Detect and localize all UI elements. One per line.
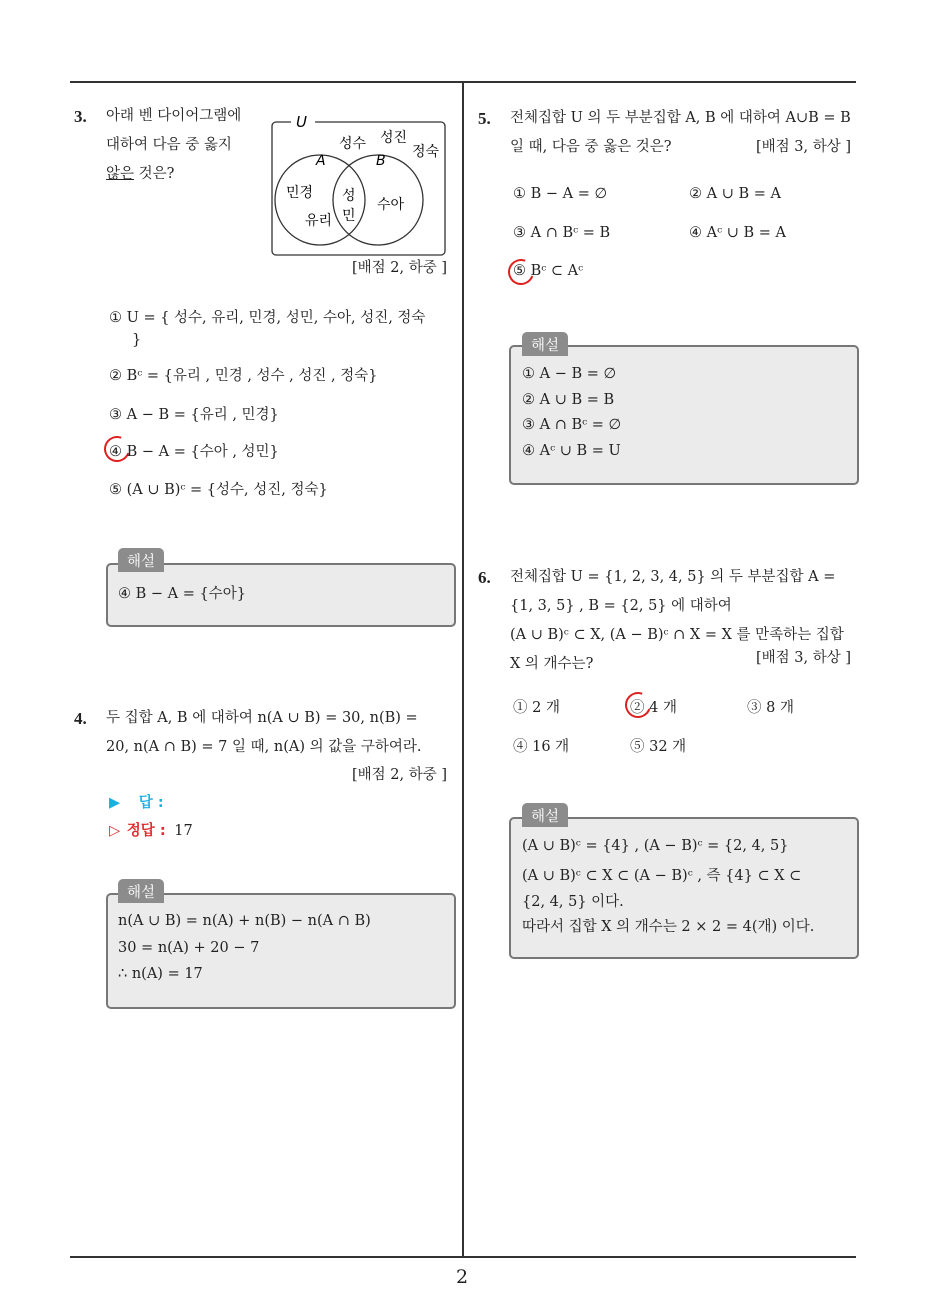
q3-score: [배점 2, 하중 ]	[352, 260, 448, 276]
q5-score: [배점 3, 하상 ]	[756, 139, 852, 155]
q3-line1: 아래 벤 다이어그램에	[106, 108, 242, 124]
q4-number: 4.	[74, 709, 87, 728]
correct-arrow-icon: ▷	[109, 823, 121, 839]
q6-choice-5[interactable]: ⑤ 32 개	[630, 739, 687, 755]
answer-arrow-icon: ▶	[109, 795, 121, 811]
q4-line2: 20, n(A ∩ B) = 7 일 때, n(A) 의 값을 구하여라.	[106, 739, 422, 755]
q6-line1: 전체집합 U = {1, 2, 3, 4, 5} 의 두 부분집합 A =	[510, 569, 836, 585]
venn-b-only: 수아	[377, 197, 405, 213]
q4-solution-line-1: n(A ∪ B) = n(A) + n(B) − n(A ∩ B)	[118, 913, 371, 929]
q5-solution-line-1: ① A − B = ∅	[522, 366, 617, 382]
venn-a-only-2: 유리	[305, 213, 333, 229]
q3-solution-tab: 해설	[118, 548, 164, 572]
q5-choice-5[interactable]: ⑤ Bᶜ ⊂ Aᶜ	[513, 263, 584, 279]
q3-choice-5[interactable]: ⑤ (A ∪ B)ᶜ = {성수, 성진, 정숙}	[109, 482, 328, 498]
q5-solution-line-3: ③ A ∩ Bᶜ = ∅	[522, 417, 622, 433]
q6-line4: X 의 개수는?	[510, 656, 594, 672]
q4-correct-value: 17	[174, 823, 193, 839]
q3-solution-line: ④ B − A = {수아}	[118, 586, 246, 602]
q6-choice-2[interactable]: ② 4 개	[630, 700, 677, 716]
venn-outside-3: 정숙	[412, 144, 440, 160]
venn-set-b-label: B	[376, 153, 386, 169]
venn-outside-1: 성수	[339, 136, 367, 152]
q3-choice-2[interactable]: ② Bᶜ = {유리 , 민경 , 성수 , 성진 , 정숙}	[109, 368, 378, 384]
q3-text	[106, 102, 241, 189]
q5-solution-tab: 해설	[522, 332, 568, 356]
q5-solution-line-2: ② A ∪ B = B	[522, 392, 615, 408]
q6-solution-line-4: 따라서 집합 X 의 개수는 2 × 2 = 4(개) 이다.	[522, 919, 815, 935]
q6-score: [배점 3, 하상 ]	[756, 650, 852, 666]
q6-solution-line-2: (A ∪ B)ᶜ ⊂ X ⊂ (A − B)ᶜ , 즉 {4} ⊂ X ⊂	[522, 868, 802, 884]
q6-line3: (A ∪ B)ᶜ ⊂ X, (A − B)ᶜ ∩ X = X 를 만족하는 집합	[510, 627, 844, 643]
q6-choice-3[interactable]: ③ 8 개	[747, 700, 794, 716]
column-divider	[462, 82, 464, 1257]
venn-both-2: 민	[342, 208, 356, 224]
q6-line2: {1, 3, 5} , B = {2, 5} 에 대하여	[510, 598, 732, 614]
q4-solution-line-3: ∴ n(A) = 17	[118, 966, 203, 982]
q3-underlined-word: 않은	[106, 166, 135, 182]
q4-correct-row	[109, 819, 193, 840]
bottom-rule	[70, 1256, 856, 1258]
q3-choice-4[interactable]: ④ B − A = {수아 , 성민}	[109, 444, 279, 460]
venn-universe-label: U	[296, 113, 307, 131]
q4-line1: 두 집합 A, B 에 대하여 n(A ∪ B) = 30, n(B) =	[106, 710, 418, 726]
q3-line3	[106, 160, 241, 189]
venn-both-1: 성	[342, 188, 356, 204]
q3-choice-3[interactable]: ③ A − B = {유리 , 민경}	[109, 407, 279, 423]
q4-score: [배점 2, 하중 ]	[352, 767, 448, 783]
venn-outside-2: 성진	[380, 130, 408, 146]
q6-choice-4[interactable]: ④ 16 개	[513, 739, 570, 755]
q4-answer-label: 답 :	[138, 795, 164, 811]
q4-text	[106, 704, 456, 762]
q5-choice-2[interactable]: ② A ∪ B = A	[689, 186, 781, 202]
q5-choice-1[interactable]: ① B − A = ∅	[513, 186, 608, 202]
q3-choice-1-cont: }	[132, 332, 142, 348]
q5-solution-line-4: ④ Aᶜ ∪ B = U	[522, 443, 621, 459]
q3-number: 3.	[74, 107, 87, 126]
q6-number: 6.	[478, 568, 491, 587]
q5-choice-4[interactable]: ④ Aᶜ ∪ B = A	[689, 225, 786, 241]
q5-choice-3[interactable]: ③ A ∩ Bᶜ = B	[513, 225, 611, 241]
q6-solution-line-1: (A ∪ B)ᶜ = {4} , (A − B)ᶜ = {2, 4, 5}	[522, 838, 789, 854]
q6-solution-line-3: {2, 4, 5} 이다.	[522, 894, 624, 910]
q3-line3-rest: 것은?	[134, 166, 175, 182]
q4-solution-line-2: 30 = n(A) + 20 − 7	[118, 940, 260, 956]
q6-choice-1[interactable]: ① 2 개	[513, 700, 560, 716]
q3-line2: 대하여 다음 중 옳지	[106, 137, 232, 153]
q4-solution-tab: 해설	[118, 879, 164, 903]
q4-correct-label: 정답 :	[126, 823, 166, 839]
q5-line2: 일 때, 다음 중 옳은 것은?	[510, 139, 672, 155]
venn-a-only-1: 민경	[286, 185, 314, 201]
page-number: 2	[456, 1266, 469, 1288]
q5-number: 5.	[478, 109, 491, 128]
q5-line1: 전체집합 U 의 두 부분집합 A, B 에 대하여 A∪B = B	[510, 110, 851, 126]
q6-solution-tab: 해설	[522, 803, 568, 827]
q4-answer-row	[109, 791, 164, 812]
q3-choice-1[interactable]: ① U = { 성수, 유리, 민경, 성민, 수아, 성진, 정숙	[109, 310, 426, 326]
venn-set-a-label: A	[316, 153, 326, 169]
venn-diagram	[270, 112, 450, 258]
